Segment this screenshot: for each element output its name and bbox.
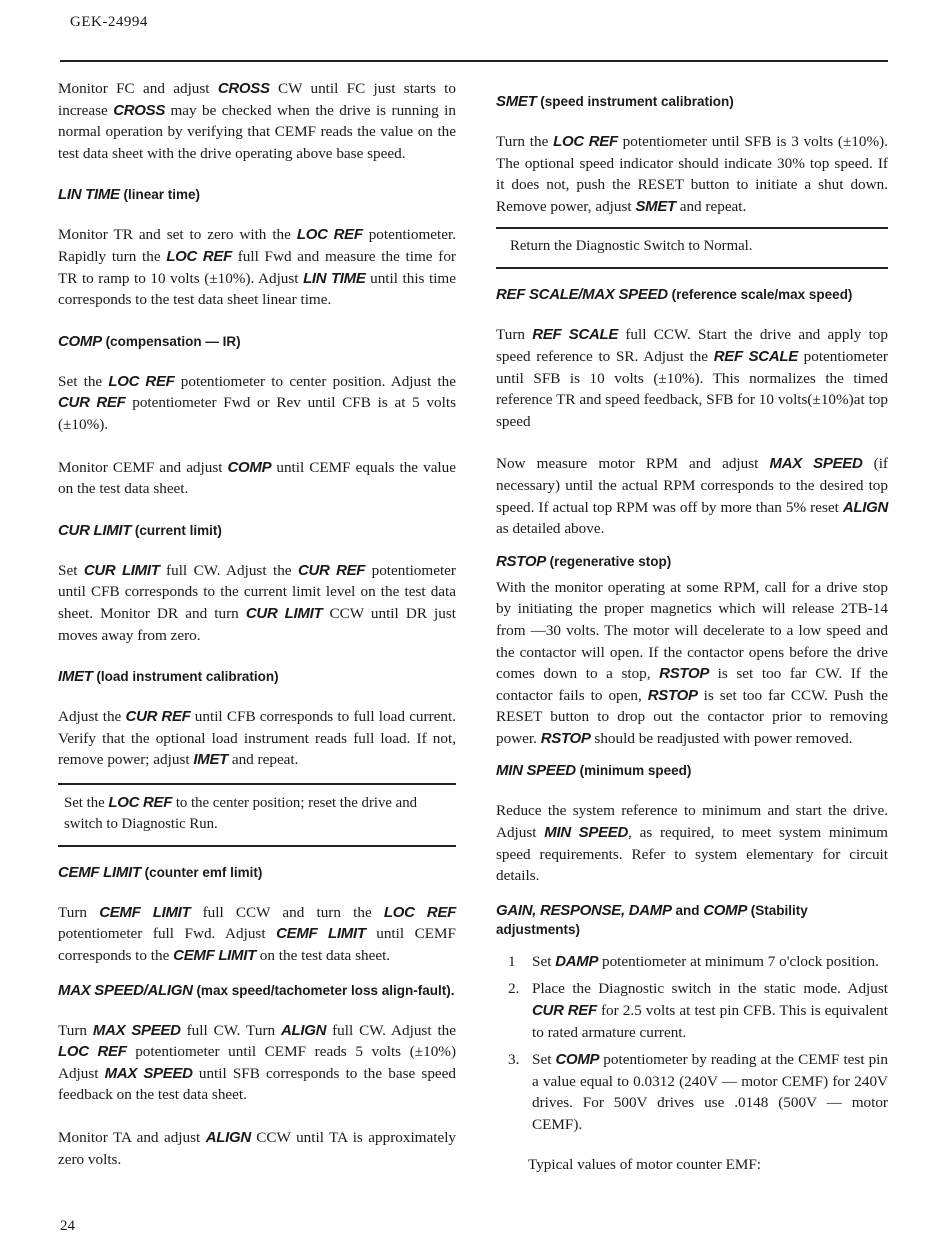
keyword-cross: CROSS <box>217 80 270 97</box>
ref-scale-paragraph-1: Turn REF SCALE full CCW. Start the drive and apply top speed reference to SR. Adjust the REF SCALE potentiometer until SFB is 10 volts (±10%). This normalizes the timed reference TR and speed feedback, SFB for 10 volts(±10%)at top speed <box>496 326 888 430</box>
imet-heading: IMET (load instrument calibration) <box>58 668 279 686</box>
max-speed-align-heading: MAX SPEED/ALIGN (max speed/tachometer loss align-fault). <box>58 981 455 999</box>
list-item: 3. Set COMP potentiometer by reading at the CEMF test pin a value equal to 0.0312 (240V — motor CEMF) for 240V drives. For 500V drives use .0148 (500V — motor CEMF). <box>508 1051 888 1133</box>
comp-paragraph-1: Set the LOC REF potentiometer to center position. Adjust the CUR REF potentiometer Fwd or Rev until CFB is at 5 volts (±10%). <box>58 372 457 433</box>
cur-limit-paragraph: Set CUR LIMIT full CW. Adjust the CUR REF potentiometer until CFB corresponds to the current limit level on the test data sheet. Monitor DR and turn CUR LIMIT CCW until DR just moves away from zero. <box>58 561 457 644</box>
diagnostic-normal-note: Return the Diagnostic Switch to Normal. <box>496 227 888 269</box>
stability-steps-list <box>496 951 888 1136</box>
rstop-heading: RSTOP (regenerative stop) <box>496 552 672 570</box>
max-speed-align-paragraph-2: Monitor TA and adjust ALIGN CCW until TA is approximately zero volts. <box>58 1129 457 1168</box>
right-column <box>496 92 888 1175</box>
typical-values-text: Typical values of motor counter EMF: <box>528 1155 762 1173</box>
min-speed-heading: MIN SPEED (minimum speed) <box>496 762 692 780</box>
smet-paragraph: Turn the LOC REF potentiometer until SFB is 3 volts (±10%). The optional speed indicator should indicate 30% top speed. If it does not, push the RESET button to initiate a shut down. Remove power, adjust SMET and repeat. <box>496 133 888 215</box>
comp-paragraph-2: Monitor CEMF and adjust COMP until CEMF equals the value on the test data sheet. <box>58 458 456 498</box>
list-item: 1 Set DAMP potentiometer at minimum 7 o'clock position. <box>508 952 879 970</box>
smet-heading: SMET (speed instrument calibration) <box>496 93 734 110</box>
list-item: 2. Place the Diagnostic switch in the static mode. Adjust CUR REF for 2.5 volts at test pin CFB. This is equivalent to rated armature current. <box>508 980 888 1041</box>
cemf-limit-paragraph: Turn CEMF LIMIT full CCW and turn the LOC REF potentiometer full Fwd. Adjust CEMF LIMIT until CEMF corresponds to the CEMF LIMIT on the test data sheet. <box>58 903 457 965</box>
max-speed-align-paragraph-1: Turn MAX SPEED full CW. Turn ALIGN full CW. Adjust the LOC REF potentiometer until CEMF reads 5 volts (±10%) Adjust MAX SPEED until SFB corresponds to the base speed feedback on the test data sheet. <box>58 1021 457 1104</box>
min-speed-paragraph: Reduce the system reference to minimum and start the drive. Adjust MIN SPEED, as required, to meet system minimum speed requirements. Refer to system elementary for circuit details. <box>496 802 888 885</box>
page-number: 24 <box>60 1218 75 1234</box>
rstop-paragraph: With the monitor operating at some RPM, call for a drive stop by initiating the proper magnetics which will release 2TB-14 from —30 volts. The motor will decelerate to a low speed and the contactor will open. If the contactor opens before the drive comes down to a stop, RSTOP is set too far CW. If the contactor fails to open, RSTOP is set too far CCW. Push the RESET button to drop out the contactor prior to removing power. RSTOP should be readjusted with power removed. <box>496 578 889 747</box>
cur-limit-heading: CUR LIMIT (current limit) <box>58 521 222 539</box>
lin-time-heading: LIN TIME (linear time) <box>58 186 201 204</box>
cemf-limit-heading: CEMF LIMIT (counter emf limit) <box>58 863 263 881</box>
imet-paragraph: Adjust the CUR REF until CFB corresponds to full load current. Verify that the optional load instrument reads full load. If not, remove power; adjust IMET and repeat. <box>58 708 456 769</box>
ref-scale-heading: REF SCALE/MAX SPEED (reference scale/max speed) <box>496 286 853 304</box>
lin-time-paragraph: Monitor TR and set to zero with the LOC REF potentiometer. Rapidly turn the LOC REF full Fwd and measure the time for TR to ramp to 10 volts (±10%). Adjust LIN TIME until this time corresponds to the test data sheet linear time. <box>58 226 456 309</box>
ref-scale-paragraph-2: Now measure motor RPM and adjust MAX SPEED (if necessary) until the actual RPM corresponds to the desired top speed. If actual top RPM was off by more than 5% reset ALIGN as detailed above. <box>496 455 888 538</box>
header-rule <box>60 60 888 62</box>
diagnostic-run-note: Set the LOC REF to the center position; reset the drive and switch to Diagnostic Run. <box>58 783 456 847</box>
cross-adjust-paragraph: Monitor FC and adjust CROSS CW until FC just starts to increase CROSS may be checked when the drive is running in normal operation by verifying that CEMF reads the value on the test data sheet with the drive operating above base speed. <box>58 80 456 162</box>
gain-stability-heading: GAIN, RESPONSE, DAMP and COMP (Stability adjustments) <box>496 901 808 937</box>
document-id-header: GEK-24994 <box>70 14 148 30</box>
comp-heading: COMP (compensation — IR) <box>58 332 241 350</box>
left-column <box>58 78 456 1191</box>
keyword-cross: CROSS <box>113 101 166 119</box>
